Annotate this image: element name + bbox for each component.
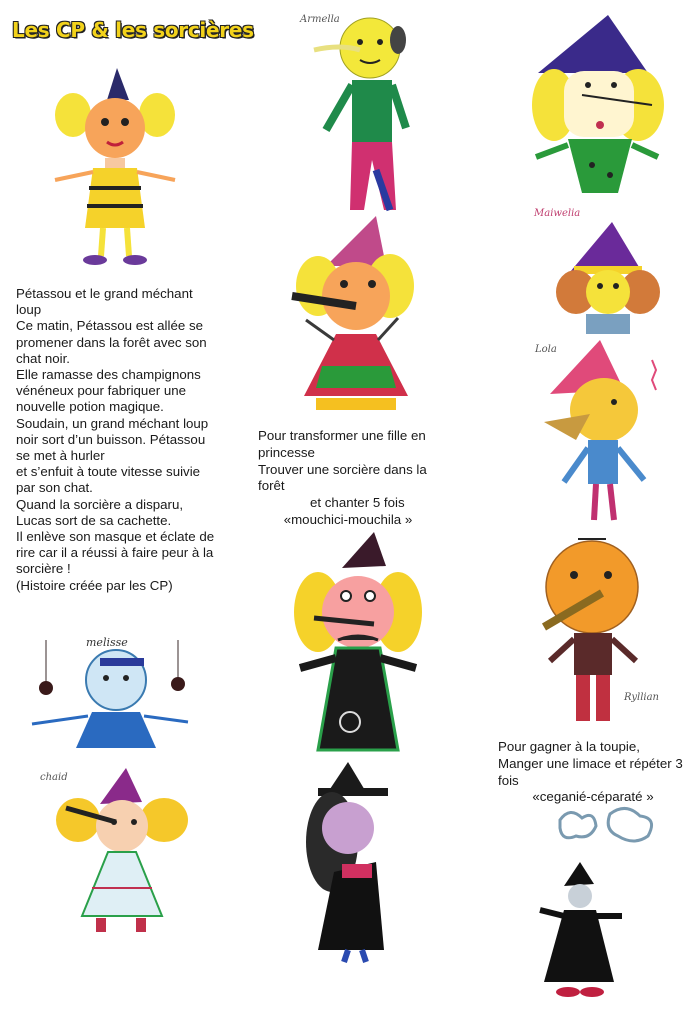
- story-line: Pétassou et le grand méchant: [16, 286, 193, 301]
- witch-drawing-right-small: [552, 222, 662, 337]
- spell-princess: [258, 428, 458, 529]
- story-line: et s’enfuit à toute vitesse suivie: [16, 464, 201, 480]
- spell-line: forêt: [258, 478, 285, 494]
- story-line: promener dans la forêt avec son: [16, 334, 207, 350]
- story-line: noir sort d’un buisson. Pétassou: [16, 431, 206, 447]
- signature-armella: Armella: [300, 14, 340, 25]
- signature-chaid: chaid: [40, 772, 68, 783]
- spell-line: Manger une limace et répéter 3: [498, 755, 683, 771]
- spell-line: Trouver une sorcière dans la: [258, 461, 427, 477]
- spell-incantation: «ceganié-céparaté »: [532, 789, 654, 805]
- signature-maiwelia: Maiwelia: [534, 208, 581, 219]
- spell-incantation: «mouchici-mouchila »: [283, 511, 413, 527]
- witch-drawing-right-middle: [540, 340, 670, 530]
- witch-drawing-right-bottom: [530, 806, 670, 1006]
- signature-lola: Lola: [535, 344, 557, 355]
- story-text: [16, 286, 216, 594]
- story-line: Soudain, un grand méchant loup: [16, 415, 209, 431]
- witch-drawing-top-left: [45, 60, 185, 270]
- spell-line: Pour gagner à la toupie,: [498, 739, 640, 754]
- witch-drawing-center-lower: [288, 532, 428, 762]
- signature-ryllian: Ryllian: [624, 692, 659, 703]
- page-title: Les CP & les sorcières: [12, 18, 254, 42]
- story-line: sorcière !: [16, 561, 71, 577]
- witch-drawing-center-upper: [286, 216, 426, 431]
- witch-drawing-left-spiders: [28, 640, 198, 755]
- spell-line: princesse: [258, 444, 315, 460]
- spell-toupie: [498, 739, 698, 806]
- story-line: par son chat.: [16, 480, 93, 496]
- spell-line: Pour transformer une fille en: [258, 428, 426, 443]
- witch-drawing-top-right: [528, 15, 668, 215]
- witch-drawing-right-lower: [530, 535, 660, 735]
- story-line: Il enlève son masque et éclate de: [16, 529, 215, 545]
- witch-drawing-left-bottom: [56, 768, 186, 938]
- story-line: nouvelle potion magique.: [16, 399, 164, 415]
- story-line: Elle ramasse des champignons: [16, 367, 201, 383]
- story-line: Quand la sorcière a disparu,: [16, 496, 184, 512]
- spell-line: fois: [498, 772, 519, 788]
- story-line: vénéneux pour fabriquer une: [16, 383, 187, 399]
- story-line: chat noir.: [16, 350, 70, 366]
- witch-drawing-top-center: [300, 10, 430, 215]
- witch-drawing-center-bottom: [288, 762, 428, 972]
- spell-line: et chanter 5 fois: [310, 495, 405, 511]
- story-line: Ce matin, Pétassou est allée se: [16, 318, 203, 334]
- story-line: se met à hurler: [16, 448, 105, 464]
- signature-melisse: melisse: [86, 636, 128, 649]
- story-line: Lucas sort de sa cachette.: [16, 512, 172, 528]
- story-line: loup: [16, 302, 42, 318]
- story-line: rire car il a réussi à faire peur à la: [16, 545, 214, 561]
- story-line: (Histoire créée par les CP): [16, 577, 173, 593]
